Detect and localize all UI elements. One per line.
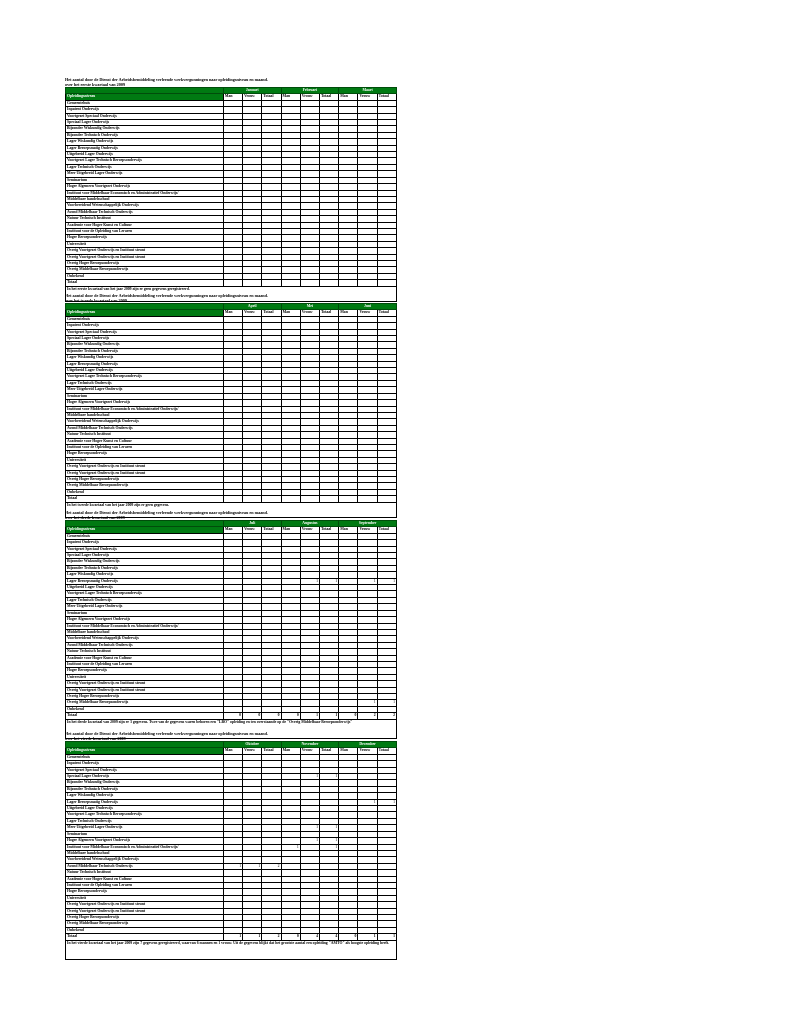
org-column-header: Opleidingsniveau bbox=[66, 94, 224, 100]
row-label: Lager Beroepsmatig Onderwijs bbox=[66, 145, 224, 151]
row-label: Natuur Technisch Instituut bbox=[66, 216, 224, 222]
row-label: Overig Hoger Beroepsonderwijs bbox=[66, 914, 224, 920]
row-label: Avond Middelbaar Technisch Onderwijs bbox=[66, 209, 224, 215]
row-label: Uitgebreid Lager Onderwijs bbox=[66, 585, 224, 591]
row-label: Speciaal Lager Onderwijs bbox=[66, 336, 224, 342]
row-label: Meer Uitgebreid Lager Onderwijs bbox=[66, 604, 224, 610]
total-row bbox=[66, 713, 397, 719]
value-cell: 0 bbox=[243, 713, 262, 719]
row-label: Hoger Beroepsonderwijs bbox=[66, 668, 224, 674]
row-label: Lager Beroepsmatig Onderwijs bbox=[66, 361, 224, 367]
value-cell: 0 bbox=[281, 934, 300, 940]
row-label: Voortgezet Lager Technisch Beroepsonderwijs bbox=[66, 374, 224, 380]
row-label: Voortgezet Speciaal Onderwijs bbox=[66, 113, 224, 119]
row-label: Overig Voortgezet Onderwijs en Instituut steunt bbox=[66, 248, 224, 254]
row-label: Voorbereidend Wetenschappelijk Onderwijs bbox=[66, 636, 224, 642]
row-label: Overig Voortgezet Onderwijs en Instituut steunt bbox=[66, 902, 224, 908]
section-subtitle: over het vierde kwartaal van 2009 bbox=[65, 736, 126, 741]
value-cell bbox=[339, 496, 358, 502]
value-cell: 1 bbox=[319, 713, 338, 719]
row-label: Universiteit bbox=[66, 457, 224, 463]
row-label: Voorbereidend Wetenschappelijk Onderwijs bbox=[66, 419, 224, 425]
row-label: Overig Middelbaar Beroepsonderwijs bbox=[66, 483, 224, 489]
row-label: Lager Beroepsmatig Onderwijs bbox=[66, 799, 224, 805]
row-label: Uitgebreid Lager Onderwijs bbox=[66, 806, 224, 812]
row-label: Hoger Beroepsonderwijs bbox=[66, 889, 224, 895]
value-cell bbox=[300, 280, 319, 286]
row-label: Inpatent Onderwijs bbox=[66, 323, 224, 329]
section-subtitle: over het eerste kwartaal van 2009 bbox=[65, 82, 126, 87]
section-note: In het eerste kwartaal van het jaar 2009 zijn er geen gegevens geregistreerd. bbox=[65, 287, 397, 302]
quarter-section-3 bbox=[65, 510, 397, 739]
month-header: Mei bbox=[281, 304, 339, 310]
row-label: Universiteit bbox=[66, 674, 224, 680]
column-header: Totaal bbox=[377, 94, 396, 100]
row-label: Inpatent Onderwijs bbox=[66, 540, 224, 546]
row-label: Overig Middelbaar Beroepsonderwijs bbox=[66, 921, 224, 927]
month-header: Augustus bbox=[281, 521, 339, 527]
data-table bbox=[65, 520, 397, 720]
row-label: Voortgezet Speciaal Onderwijs bbox=[66, 767, 224, 773]
row-label: Academie voor Hoger Kunst en Cultuur bbox=[66, 876, 224, 882]
row-label: Bijzonder Technisch Onderwijs bbox=[66, 786, 224, 792]
value-cell: 1 bbox=[320, 844, 339, 850]
row-label: Bijzonder Wiskundig Onderwijs bbox=[66, 559, 224, 565]
row-label: Academie voor Hoger Kunst en Cultuur bbox=[66, 438, 224, 444]
row-label: Onbekend bbox=[66, 489, 224, 495]
row-label: Middelbare handelsschool bbox=[66, 412, 224, 418]
column-header: Vrouw bbox=[243, 94, 262, 100]
org-column-header: Opleidingsniveau bbox=[66, 748, 224, 754]
column-header: Man bbox=[339, 527, 358, 533]
row-label: Avond Middelbaar Technisch Onderwijs bbox=[66, 425, 224, 431]
row-label: Bijzonder Technisch Onderwijs bbox=[66, 348, 224, 354]
column-header: Man bbox=[281, 94, 300, 100]
value-cell: 1 bbox=[223, 863, 242, 869]
column-header: Totaal bbox=[262, 94, 281, 100]
row-label: Uitgebreid Lager Onderwijs bbox=[66, 368, 224, 374]
row-label: Hoger Algemeen Voortgezet Onderwijs bbox=[66, 184, 224, 190]
row-label: Natuur Technisch Instituut bbox=[66, 432, 224, 438]
month-header: Juli bbox=[223, 521, 281, 527]
row-label: Instituut voor de Opleiding van Leraren bbox=[66, 882, 224, 888]
row-label: Bijzonder Wiskundig Onderwijs bbox=[66, 342, 224, 348]
value-cell: 0 bbox=[223, 713, 242, 719]
column-header: Totaal bbox=[377, 748, 396, 754]
section-title: Het aantal door de Dienst der Arbeidsbemiddeling verleende werkvergunningen naar opleidingsniveau en maand. bbox=[65, 510, 268, 515]
row-label: Academie voor Hoger Kunst en Cultuur bbox=[66, 655, 224, 661]
value-cell: 1 bbox=[223, 934, 242, 940]
value-cell: 1 bbox=[243, 863, 262, 869]
column-header: Man bbox=[223, 748, 242, 754]
row-label: Meer Uitgebreid Lager Onderwijs bbox=[66, 825, 224, 831]
quarter-section-2 bbox=[65, 293, 397, 518]
value-cell bbox=[281, 280, 300, 286]
row-label: Uitgebreid Lager Onderwijs bbox=[66, 152, 224, 158]
column-header: Totaal bbox=[320, 748, 339, 754]
value-cell: 2 bbox=[358, 713, 377, 719]
value-cell: 2 bbox=[262, 863, 281, 869]
column-header: Vrouw bbox=[300, 748, 319, 754]
column-header: Man bbox=[339, 94, 358, 100]
row-label: Hoger Beroepsonderwijs bbox=[66, 451, 224, 457]
section-note: In het tweede kwartaal van het jaar 2009 zijn er geen gegevens. bbox=[65, 503, 397, 518]
row-label: Lager Wiskundig Onderwijs bbox=[66, 793, 224, 799]
row-label: Speciaal Lager Onderwijs bbox=[66, 774, 224, 780]
column-header: Vrouw bbox=[358, 527, 377, 533]
row-label: Voortgezet Lager Technisch Beroepsonderwijs bbox=[66, 591, 224, 597]
data-table bbox=[65, 303, 397, 503]
column-header: Vrouw bbox=[300, 527, 319, 533]
value-cell: 1 bbox=[358, 700, 377, 706]
row-label: Instituut voor Middelbaar Economisch en Administratief Onderwijs/ bbox=[66, 190, 224, 196]
month-header: April bbox=[223, 304, 281, 310]
row-label: Voorbereidend Wetenschappelijk Onderwijs bbox=[66, 203, 224, 209]
column-header: Man bbox=[339, 310, 358, 316]
value-cell: 0 bbox=[262, 713, 281, 719]
row-label: Lager Wiskundig Onderwijs bbox=[66, 572, 224, 578]
value-cell bbox=[223, 496, 242, 502]
row-label: Meer Uitgebreid Lager Onderwijs bbox=[66, 171, 224, 177]
row-label: Lager Wiskundig Onderwijs bbox=[66, 139, 224, 145]
row-label: Avond Middelbaar Technisch Onderwijs bbox=[66, 642, 224, 648]
row-label: Onbekend bbox=[66, 273, 224, 279]
column-header: Man bbox=[223, 94, 242, 100]
section-note: In het derde kwartaal van 2009 zijn er 3 gegevens. Twee van de gegevens waren behoren een "LBO" opleiding en ten overstaande op de "Overig Middelbaar Beroepsonderwijs" bbox=[65, 720, 397, 739]
value-cell bbox=[223, 280, 242, 286]
data-table bbox=[65, 741, 397, 941]
value-cell: 1 bbox=[319, 578, 338, 584]
row-label: Overig Middelbaar Beroepsonderwijs bbox=[66, 700, 224, 706]
row-label: Hoger Algemeen Voortgezet Onderwijs bbox=[66, 400, 224, 406]
column-header: Vrouw bbox=[358, 310, 377, 316]
value-cell: 1 bbox=[320, 825, 339, 831]
row-label: Lager Technisch Onderwijs bbox=[66, 818, 224, 824]
value-cell bbox=[262, 280, 281, 286]
row-label: Lager Technisch Onderwijs bbox=[66, 597, 224, 603]
row-label: Seminarium bbox=[66, 177, 224, 183]
row-label: Onbekend bbox=[66, 927, 224, 933]
row-label: Hoger Beroepsonderwijs bbox=[66, 235, 224, 241]
row-label: Overig Hoger Beroepsonderwijs bbox=[66, 260, 224, 266]
row-label: Gemeentehuis bbox=[66, 533, 224, 539]
row-label: Inpatent Onderwijs bbox=[66, 761, 224, 767]
value-cell: 1 bbox=[358, 934, 377, 940]
row-label: Totaal bbox=[66, 713, 224, 719]
value-cell bbox=[243, 280, 262, 286]
row-label: Seminarium bbox=[66, 610, 224, 616]
value-cell bbox=[243, 496, 262, 502]
value-cell: 1 bbox=[377, 799, 396, 805]
row-label: Overig Middelbaar Beroepsonderwijs bbox=[66, 267, 224, 273]
column-header: Vrouw bbox=[243, 748, 262, 754]
value-cell bbox=[358, 496, 377, 502]
value-cell bbox=[319, 280, 338, 286]
row-label: Instituut voor Middelbaar Economisch en Administratief Onderwijs/ bbox=[66, 623, 224, 629]
value-cell: 2 bbox=[377, 713, 396, 719]
row-label: Universiteit bbox=[66, 241, 224, 247]
row-label: Overig Voortgezet Onderwijs en Instituut steunt bbox=[66, 687, 224, 693]
value-cell: 1 bbox=[320, 838, 339, 844]
row-label: Lager Technisch Onderwijs bbox=[66, 164, 224, 170]
column-header: Man bbox=[339, 748, 358, 754]
row-label: Onbekend bbox=[66, 706, 224, 712]
row-label: Lager Beroepsmatig Onderwijs bbox=[66, 578, 224, 584]
row-label: Inpatent Onderwijs bbox=[66, 107, 224, 113]
total-row bbox=[66, 496, 397, 502]
value-cell: 0 bbox=[281, 713, 300, 719]
value-cell bbox=[300, 496, 319, 502]
column-header: Vrouw bbox=[358, 94, 377, 100]
row-label: Gemeentehuis bbox=[66, 100, 224, 106]
row-label: Gemeentehuis bbox=[66, 754, 224, 760]
column-header: Vrouw bbox=[243, 310, 262, 316]
value-cell: 1 bbox=[377, 700, 396, 706]
section-subtitle: over het derde kwartaal van 2009 bbox=[65, 515, 125, 520]
row-label: Overig Voortgezet Onderwijs en Instituut steunt bbox=[66, 908, 224, 914]
value-cell: 4 bbox=[300, 934, 319, 940]
section-note: In het vierde kwartaal van het jaar 2009 zijn 7 gegevens geregistreerd, waarvan 6 mannen en 1 vrouw. Uit de gegevens blijkt dat het grootste aantal een opleiding "AMTO" als hoogste opleiding heeft. bbox=[65, 941, 397, 960]
month-header: November bbox=[281, 742, 339, 748]
value-cell: 4 bbox=[320, 934, 339, 940]
value-cell bbox=[262, 496, 281, 502]
month-header: Oktober bbox=[223, 742, 281, 748]
row-label: Gemeentehuis bbox=[66, 316, 224, 322]
value-cell: 1 bbox=[300, 713, 319, 719]
month-header: Juni bbox=[339, 304, 397, 310]
value-cell bbox=[281, 496, 300, 502]
row-label: Overig Voortgezet Onderwijs en Instituut steunt bbox=[66, 464, 224, 470]
month-header: December bbox=[339, 742, 397, 748]
row-label: Bijzonder Technisch Onderwijs bbox=[66, 565, 224, 571]
value-cell: 0 bbox=[339, 713, 358, 719]
column-header: Man bbox=[223, 310, 242, 316]
row-label: Totaal bbox=[66, 280, 224, 286]
row-label: Overig Voortgezet Onderwijs en Instituut steunt bbox=[66, 470, 224, 476]
row-label: Lager Technisch Onderwijs bbox=[66, 380, 224, 386]
value-cell: 1 bbox=[358, 799, 377, 805]
row-label: Seminarium bbox=[66, 831, 224, 837]
row-label: Lager Wiskundig Onderwijs bbox=[66, 355, 224, 361]
value-cell bbox=[377, 280, 396, 286]
row-label: Speciaal Lager Onderwijs bbox=[66, 553, 224, 559]
org-column-header: Opleidingsniveau bbox=[66, 527, 224, 533]
row-label: Bijzonder Wiskundig Onderwijs bbox=[66, 126, 224, 132]
column-header: Vrouw bbox=[358, 748, 377, 754]
value-cell: 1 bbox=[281, 844, 300, 850]
row-label: Voortgezet Lager Technisch Beroepsonderwijs bbox=[66, 812, 224, 818]
row-label: Voortgezet Speciaal Onderwijs bbox=[66, 329, 224, 335]
column-header: Totaal bbox=[377, 310, 396, 316]
value-cell: 1 bbox=[300, 838, 319, 844]
total-row bbox=[66, 280, 397, 286]
row-label: Avond Middelbaar Technisch Onderwijs bbox=[66, 863, 224, 869]
quarter-section-1 bbox=[65, 77, 397, 302]
row-label: Overig Hoger Beroepsonderwijs bbox=[66, 693, 224, 699]
column-header: Man bbox=[223, 527, 242, 533]
total-row bbox=[66, 934, 397, 940]
column-header: Man bbox=[281, 310, 300, 316]
value-cell: 0 bbox=[339, 934, 358, 940]
row-label: Instituut voor de Opleiding van Leraren bbox=[66, 661, 224, 667]
row-label: Bijzonder Wiskundig Onderwijs bbox=[66, 780, 224, 786]
row-label: Bijzonder Technisch Onderwijs bbox=[66, 132, 224, 138]
row-label: Seminarium bbox=[66, 393, 224, 399]
section-title: Het aantal door de Dienst der Arbeidsbemiddeling verleende werkvergunningen naar opleidingsniveau en maand. bbox=[65, 293, 268, 298]
value-cell: 1 bbox=[243, 934, 262, 940]
section-title: Het aantal door de Dienst der Arbeidsbemiddeling verleende werkvergunningen naar opleidingsniveau en maand. bbox=[65, 77, 268, 82]
column-header: Totaal bbox=[262, 527, 281, 533]
row-label: Speciaal Lager Onderwijs bbox=[66, 120, 224, 126]
value-cell: 1 bbox=[320, 774, 339, 780]
row-label: Totaal bbox=[66, 496, 224, 502]
row-label: Academie voor Hoger Kunst en Cultuur bbox=[66, 222, 224, 228]
row-label: Natuur Technisch Instituut bbox=[66, 870, 224, 876]
row-label: Instituut voor Middelbaar Economisch en Administratief Onderwijs/ bbox=[66, 406, 224, 412]
column-header: Totaal bbox=[320, 310, 339, 316]
column-header: Vrouw bbox=[300, 94, 319, 100]
column-header: Totaal bbox=[262, 748, 281, 754]
row-label: Universiteit bbox=[66, 895, 224, 901]
column-header: Vrouw bbox=[300, 310, 319, 316]
value-cell bbox=[320, 496, 339, 502]
value-cell: 1 bbox=[300, 774, 319, 780]
row-label: Meer Uitgebreid Lager Onderwijs bbox=[66, 387, 224, 393]
value-cell: 1 bbox=[300, 578, 319, 584]
data-table bbox=[65, 87, 397, 287]
row-label: Middelbare handelsschool bbox=[66, 850, 224, 856]
value-cell: 1 bbox=[358, 578, 377, 584]
row-label: Middelbare handelsschool bbox=[66, 196, 224, 202]
row-label: Totaal bbox=[66, 934, 224, 940]
column-header: Man bbox=[281, 527, 300, 533]
row-label: Instituut voor Middelbaar Economisch en Administratief Onderwijs/ bbox=[66, 844, 224, 850]
row-label: Hoger Algemeen Voortgezet Onderwijs bbox=[66, 617, 224, 623]
column-header: Totaal bbox=[319, 94, 338, 100]
value-cell bbox=[339, 280, 358, 286]
value-cell bbox=[377, 496, 396, 502]
month-header: Maart bbox=[339, 88, 397, 94]
row-label: Hoger Algemeen Voortgezet Onderwijs bbox=[66, 838, 224, 844]
value-cell: 1 bbox=[377, 578, 396, 584]
value-cell: 1 bbox=[377, 934, 396, 940]
section-title: Het aantal door de Dienst der Arbeidsbemiddeling verleende werkvergunningen naar opleidingsniveau en maand. bbox=[65, 731, 268, 736]
row-label: Overig Voortgezet Onderwijs en Instituut steunt bbox=[66, 681, 224, 687]
column-header: Man bbox=[281, 748, 300, 754]
value-cell: 2 bbox=[262, 934, 281, 940]
row-label: Voortgezet Speciaal Onderwijs bbox=[66, 546, 224, 552]
row-label: Voorbereidend Wetenschappelijk Onderwijs bbox=[66, 857, 224, 863]
month-header: Februari bbox=[281, 88, 339, 94]
row-label: Middelbare handelsschool bbox=[66, 629, 224, 635]
column-header: Totaal bbox=[377, 527, 396, 533]
column-header: Totaal bbox=[319, 527, 338, 533]
column-header: Vrouw bbox=[243, 527, 262, 533]
row-label: Overig Voortgezet Onderwijs en Instituut steunt bbox=[66, 254, 224, 260]
month-header: Januari bbox=[223, 88, 281, 94]
row-label: Instituut voor de Opleiding van Leraren bbox=[66, 228, 224, 234]
month-header: September bbox=[339, 521, 397, 527]
org-column-header: Opleidingsniveau bbox=[66, 310, 224, 316]
column-header: Totaal bbox=[262, 310, 281, 316]
quarter-section-4 bbox=[65, 731, 397, 960]
row-label: Instituut voor de Opleiding van Leraren bbox=[66, 444, 224, 450]
value-cell: 1 bbox=[300, 825, 319, 831]
row-label: Natuur Technisch Instituut bbox=[66, 649, 224, 655]
value-cell bbox=[358, 280, 377, 286]
row-label: Voortgezet Lager Technisch Beroepsonderwijs bbox=[66, 158, 224, 164]
row-label: Overig Hoger Beroepsonderwijs bbox=[66, 476, 224, 482]
section-subtitle: over het tweede kwartaal van 2009 bbox=[65, 298, 127, 303]
